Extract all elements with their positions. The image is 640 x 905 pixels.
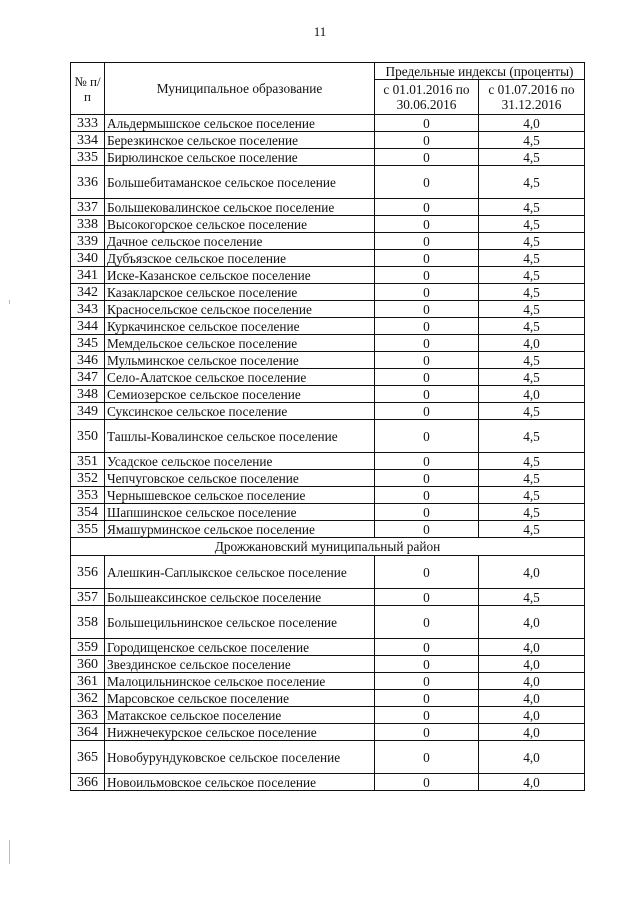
row-index-period-1: 0 [375,352,479,369]
row-number: 336 [71,166,105,199]
row-number: 348 [71,386,105,403]
row-number: 361 [71,673,105,690]
row-index-period-2: 4,5 [479,504,585,521]
row-municipality: Куркачинское сельское поселение [105,318,375,335]
table-row [71,369,585,386]
table-row [71,335,585,352]
row-index-period-2: 4,5 [479,267,585,284]
row-municipality: Большеаксинское сельское поселение [105,589,375,606]
row-municipality: Альдермышское сельское поселение [105,115,375,132]
row-municipality: Нижнечекурское сельское поселение [105,724,375,741]
row-index-period-1: 0 [375,149,479,166]
row-index-period-2: 4,5 [479,589,585,606]
row-municipality: Суксинское сельское поселение [105,403,375,420]
table-row [71,132,585,149]
row-number: 364 [71,724,105,741]
row-number: 346 [71,352,105,369]
table-row [71,199,585,216]
table-row [71,656,585,673]
row-index-period-2: 4,5 [479,352,585,369]
row-number: 338 [71,216,105,233]
row-number: 365 [71,741,105,774]
row-index-period-2: 4,5 [479,420,585,453]
table-row [71,707,585,724]
row-index-period-2: 4,5 [479,284,585,301]
row-municipality: Высокогорское сельское поселение [105,216,375,233]
table-row [71,487,585,504]
row-index-period-2: 4,0 [479,673,585,690]
table-row [71,724,585,741]
row-number: 337 [71,199,105,216]
table-row [71,470,585,487]
table-row [71,386,585,403]
table-row [71,420,585,453]
row-municipality: Малоцильнинское сельское поселение [105,673,375,690]
row-municipality: Матакское сельское поселение [105,707,375,724]
row-municipality: Шапшинское сельское поселение [105,504,375,521]
row-number: 342 [71,284,105,301]
row-index-period-1: 0 [375,556,479,589]
row-index-period-1: 0 [375,233,479,250]
row-number: 341 [71,267,105,284]
table-row [71,589,585,606]
row-number: 343 [71,301,105,318]
row-index-period-1: 0 [375,369,479,386]
row-municipality: Городищенское сельское поселение [105,639,375,656]
table-body-part-1 [71,115,585,538]
row-municipality: Алешкин-Саплыкское сельское поселение [105,556,375,589]
table-row [71,352,585,369]
row-index-period-1: 0 [375,403,479,420]
row-number: 347 [71,369,105,386]
row-index-period-2: 4,5 [479,521,585,538]
row-index-period-1: 0 [375,521,479,538]
row-index-period-1: 0 [375,199,479,216]
row-index-period-1: 0 [375,115,479,132]
row-index-period-1: 0 [375,267,479,284]
header-period-1: с 01.01.2016 по 30.06.2016 [375,80,479,115]
row-index-period-1: 0 [375,250,479,267]
row-index-period-1: 0 [375,453,479,470]
table-row [71,233,585,250]
header-limit-indices: Предельные индексы (проценты) [375,63,585,80]
row-municipality: Большековалинское сельское поселение [105,199,375,216]
row-index-period-1: 0 [375,216,479,233]
row-index-period-1: 0 [375,606,479,639]
table-row [71,250,585,267]
row-index-period-1: 0 [375,707,479,724]
row-index-period-2: 4,5 [479,369,585,386]
row-number: 354 [71,504,105,521]
header-period-2: с 01.07.2016 по 31.12.2016 [479,80,585,115]
row-index-period-2: 4,5 [479,216,585,233]
row-number: 344 [71,318,105,335]
row-index-period-1: 0 [375,639,479,656]
row-index-period-2: 4,5 [479,250,585,267]
row-index-period-1: 0 [375,132,479,149]
row-municipality: Чепчуговское сельское поселение [105,470,375,487]
row-number: 351 [71,453,105,470]
row-index-period-1: 0 [375,504,479,521]
row-index-period-2: 4,0 [479,639,585,656]
row-index-period-1: 0 [375,589,479,606]
table-row [71,606,585,639]
row-municipality: Большебитаманское сельское поселение [105,166,375,199]
row-index-period-2: 4,5 [479,132,585,149]
row-index-period-1: 0 [375,774,479,791]
table-row [71,284,585,301]
row-index-period-2: 4,0 [479,606,585,639]
row-index-period-1: 0 [375,656,479,673]
table-row [71,216,585,233]
table-row [71,673,585,690]
row-index-period-1: 0 [375,335,479,352]
row-number: 335 [71,149,105,166]
row-municipality: Ташлы-Ковалинское сельское поселение [105,420,375,453]
row-municipality: Бирюлинское сельское поселение [105,149,375,166]
row-municipality: Березкинское сельское поселение [105,132,375,149]
row-index-period-2: 4,0 [479,774,585,791]
row-index-period-2: 4,0 [479,707,585,724]
row-municipality: Усадское сельское поселение [105,453,375,470]
section-heading: Дрожжановский муниципальный район [71,538,585,556]
row-index-period-2: 4,5 [479,470,585,487]
row-index-period-2: 4,0 [479,690,585,707]
row-index-period-2: 4,5 [479,487,585,504]
table-row [71,453,585,470]
row-index-period-2: 4,0 [479,656,585,673]
row-index-period-2: 4,0 [479,115,585,132]
table-row [71,741,585,774]
row-index-period-1: 0 [375,318,479,335]
row-number: 355 [71,521,105,538]
row-index-period-2: 4,0 [479,741,585,774]
row-number: 340 [71,250,105,267]
scan-mark [9,300,10,304]
table-row [71,149,585,166]
row-index-period-1: 0 [375,284,479,301]
row-index-period-1: 0 [375,386,479,403]
table-row [71,774,585,791]
row-index-period-2: 4,0 [479,724,585,741]
row-number: 333 [71,115,105,132]
table-body-part-2 [71,556,585,791]
row-municipality: Большецильнинское сельское поселение [105,606,375,639]
row-number: 349 [71,403,105,420]
row-municipality: Чернышевское сельское поселение [105,487,375,504]
header-number: № п/п [71,63,105,115]
row-index-period-2: 4,0 [479,556,585,589]
row-municipality: Село-Алатское сельское поселение [105,369,375,386]
table-row [71,318,585,335]
row-number: 339 [71,233,105,250]
row-index-period-1: 0 [375,741,479,774]
table-row [71,690,585,707]
row-municipality: Ямашурминское сельское поселение [105,521,375,538]
row-municipality: Красносельское сельское поселение [105,301,375,318]
row-municipality: Дубъязское сельское поселение [105,250,375,267]
row-municipality: Казакларское сельское поселение [105,284,375,301]
row-number: 356 [71,556,105,589]
row-index-period-2: 4,5 [479,301,585,318]
row-index-period-1: 0 [375,487,479,504]
table-row [71,166,585,199]
row-municipality: Новобурундуковское сельское поселение [105,741,375,774]
table-section [71,538,585,556]
row-number: 358 [71,606,105,639]
row-index-period-2: 4,5 [479,318,585,335]
header-municipality: Муниципальное образование [105,63,375,115]
row-number: 353 [71,487,105,504]
row-municipality: Новоильмовское сельское поселение [105,774,375,791]
row-index-period-2: 4,5 [479,403,585,420]
scan-mark [9,840,10,864]
row-index-period-1: 0 [375,690,479,707]
row-municipality: Звездинское сельское поселение [105,656,375,673]
row-number: 360 [71,656,105,673]
table-row [71,504,585,521]
row-index-period-2: 4,5 [479,233,585,250]
row-number: 350 [71,420,105,453]
table-row [71,521,585,538]
row-index-period-2: 4,5 [479,199,585,216]
table-row [71,267,585,284]
table-row [71,639,585,656]
table-header [71,63,585,115]
row-number: 366 [71,774,105,791]
row-index-period-2: 4,5 [479,453,585,470]
table-row [71,115,585,132]
row-index-period-2: 4,0 [479,386,585,403]
row-municipality: Марсовское сельское поселение [105,690,375,707]
row-municipality: Иске-Казанское сельское поселение [105,267,375,284]
row-index-period-2: 4,0 [479,335,585,352]
row-number: 357 [71,589,105,606]
row-index-period-2: 4,5 [479,149,585,166]
row-municipality: Мемдельское сельское поселение [105,335,375,352]
row-number: 334 [71,132,105,149]
row-municipality: Дачное сельское поселение [105,233,375,250]
row-municipality: Мульминское сельское поселение [105,352,375,369]
row-number: 363 [71,707,105,724]
row-index-period-1: 0 [375,301,479,318]
row-index-period-1: 0 [375,420,479,453]
row-number: 352 [71,470,105,487]
row-municipality: Семиозерское сельское поселение [105,386,375,403]
row-index-period-2: 4,5 [479,166,585,199]
row-number: 362 [71,690,105,707]
table-row [71,403,585,420]
row-number: 345 [71,335,105,352]
limit-index-table [70,62,585,791]
row-index-period-1: 0 [375,673,479,690]
table-row [71,301,585,318]
page-number: 11 [313,24,327,39]
table-row [71,556,585,589]
row-index-period-1: 0 [375,166,479,199]
row-index-period-1: 0 [375,724,479,741]
row-index-period-1: 0 [375,470,479,487]
row-number: 359 [71,639,105,656]
